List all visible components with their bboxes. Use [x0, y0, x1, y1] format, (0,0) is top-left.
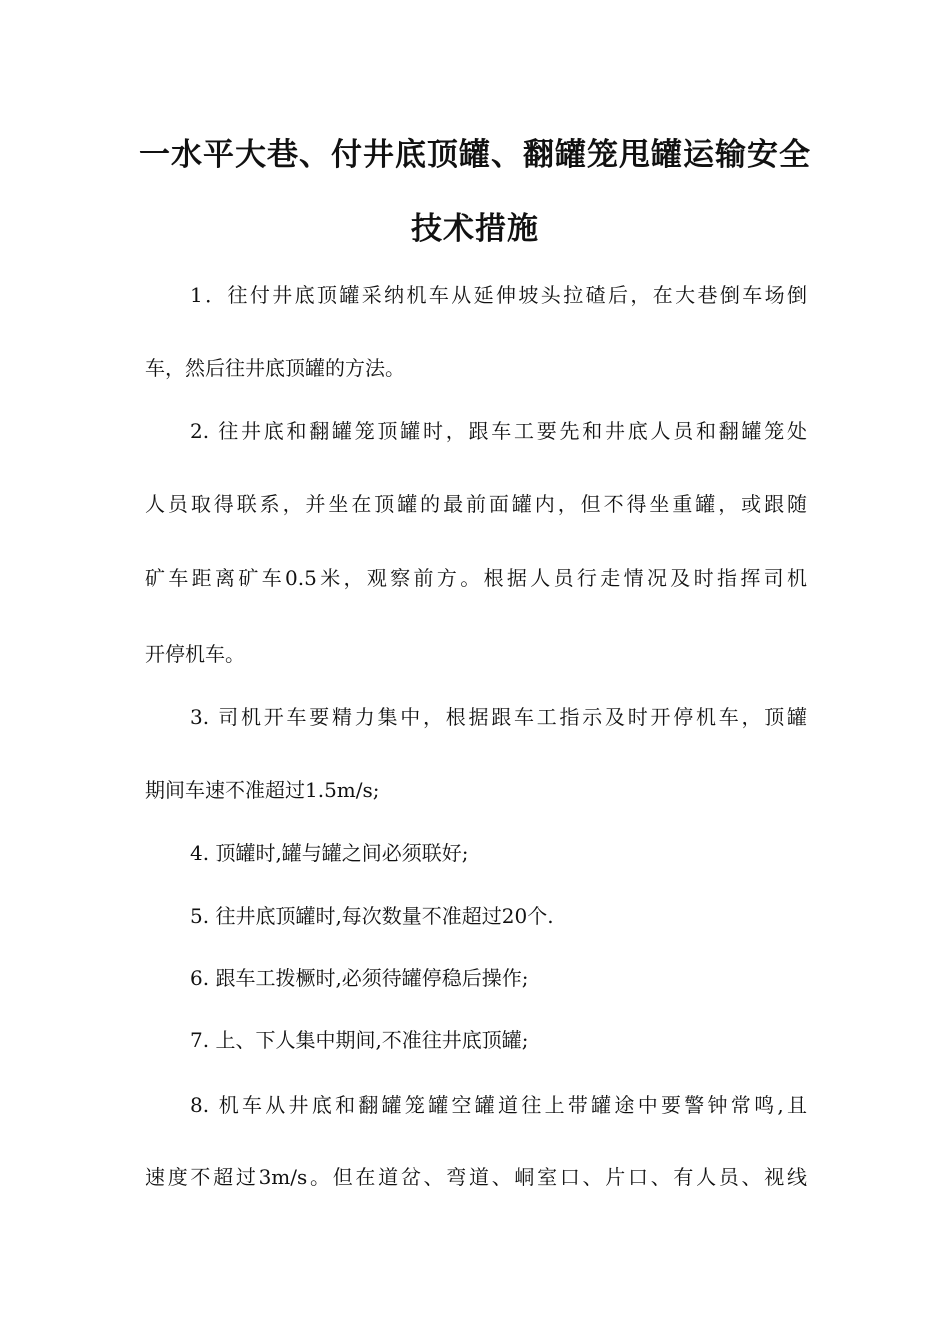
paragraph-1-line-1: 1．往付井底顶罐采纳机车从延伸坡头拉碴后，在大巷倒车场倒 — [190, 283, 807, 307]
paragraph-5: 5. 往井底顶罐时,每次数量不准超过20个. — [190, 904, 554, 928]
paragraph-8-line-1: 8. 机车从井底和翻罐笼罐空罐道往上带罐途中要警钟常鸣,且 — [190, 1093, 807, 1117]
paragraph-2-line-3: 矿车距离矿车0.5米，观察前方。根据人员行走情况及时指挥司机 — [145, 566, 807, 590]
paragraph-4: 4. 顶罐时,罐与罐之间必须联好; — [190, 841, 469, 865]
paragraph-2-line-4: 开停机车。 — [145, 642, 245, 666]
paragraph-8-line-2: 速度不超过3m/s。但在道岔、弯道、峒室口、片口、有人员、视线 — [145, 1165, 807, 1189]
paragraph-7: 7. 上、下人集中期间,不准往井底顶罐; — [190, 1028, 529, 1052]
paragraph-2-line-1: 2. 往井底和翻罐笼顶罐时，跟车工要先和井底人员和翻罐笼处 — [190, 419, 807, 443]
paragraph-3-line-1: 3. 司机开车要精力集中，根据跟车工指示及时开停机车，顶罐 — [190, 705, 807, 729]
paragraph-6: 6. 跟车工拨橛时,必须待罐停稳后操作; — [190, 966, 529, 990]
document-title-line-2: 技术措施 — [411, 211, 539, 247]
paragraph-3-line-2: 期间车速不准超过1.5m/s; — [145, 778, 380, 802]
paragraph-1-line-2: 车，然后往井底顶罐的方法。 — [145, 356, 405, 380]
paragraph-2-line-2: 人员取得联系，并坐在顶罐的最前面罐内，但不得坐重罐，或跟随 — [145, 492, 807, 516]
document-title-line-1: 一水平大巷、付井底顶罐、翻罐笼甩罐运输安全 — [139, 137, 811, 173]
